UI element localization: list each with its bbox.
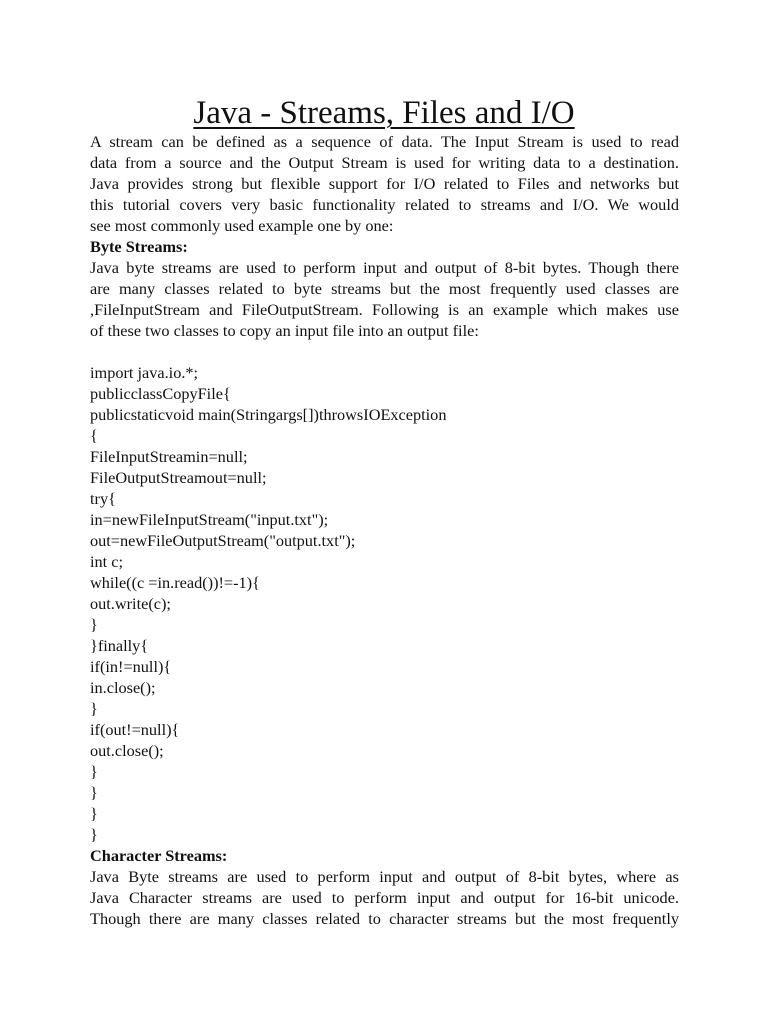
byte-streams-line: of these two classes to copy an input file into an output file:: [90, 321, 479, 340]
code-line: try{: [90, 489, 116, 508]
intro-line: A stream can be defined as a sequence of data. The Input Stream is used to read: [90, 132, 679, 151]
document-body: [90, 131, 679, 929]
code-line: while((c =in.read())!=-1){: [90, 573, 260, 592]
byte-streams-line: Java byte streams are used to perform input and output of 8-bit bytes. Though there: [90, 258, 679, 277]
code-line: publicstaticvoid main(Stringargs[])throwsIOException: [90, 405, 447, 424]
code-line: FileInputStreamin=null;: [90, 447, 248, 466]
page-title: Java - Streams, Files and I/O: [193, 95, 575, 131]
code-line: }: [90, 825, 98, 844]
code-line: }finally{: [90, 636, 149, 655]
code-line: FileOutputStreamout=null;: [90, 468, 267, 487]
code-line: import java.io.*;: [90, 363, 199, 382]
code-line: }: [90, 783, 98, 802]
blank-line: [90, 341, 679, 362]
character-streams-heading: Character Streams:: [90, 846, 228, 865]
code-line: }: [90, 804, 98, 823]
code-line: out.write(c);: [90, 594, 171, 613]
code-line: out=newFileOutputStream("output.txt");: [90, 531, 356, 550]
code-line: in.close();: [90, 678, 156, 697]
character-streams-line: Java Byte streams are used to perform input and output of 8-bit bytes, where as: [90, 867, 679, 886]
code-line: in=newFileInputStream("input.txt");: [90, 510, 329, 529]
intro-line: this tutorial covers very basic functionality related to streams and I/O. We would: [90, 195, 679, 214]
intro-line: Java provides strong but flexible support for I/O related to Files and networks but: [90, 174, 679, 193]
byte-streams-paragraph: [90, 257, 679, 341]
code-line: int c;: [90, 552, 124, 571]
character-streams-line: Though there are many classes related to character streams but the most frequently: [90, 909, 679, 928]
code-line: if(in!=null){: [90, 657, 172, 676]
code-line: publicclassCopyFile{: [90, 384, 231, 403]
intro-paragraph: [90, 131, 679, 236]
character-streams-paragraph: [90, 866, 679, 929]
code-listing: [90, 362, 679, 845]
code-line: }: [90, 615, 98, 634]
intro-line: see most commonly used example one by one:: [90, 216, 394, 235]
byte-streams-heading: Byte Streams:: [90, 237, 188, 256]
code-line: }: [90, 762, 98, 781]
code-line: {: [90, 426, 98, 445]
intro-line: data from a source and the Output Stream is used for writing data to a destination.: [90, 153, 679, 172]
code-line: if(out!=null){: [90, 720, 180, 739]
code-line: out.close();: [90, 741, 164, 760]
code-line: }: [90, 699, 98, 718]
character-streams-line: Java Character streams are used to perform input and output for 16-bit unicode.: [90, 888, 679, 907]
byte-streams-line: are many classes related to byte streams but the most frequently used classes are: [90, 279, 679, 298]
byte-streams-line: ,FileInputStream and FileOutputStream. Following is an example which makes use: [90, 300, 679, 319]
